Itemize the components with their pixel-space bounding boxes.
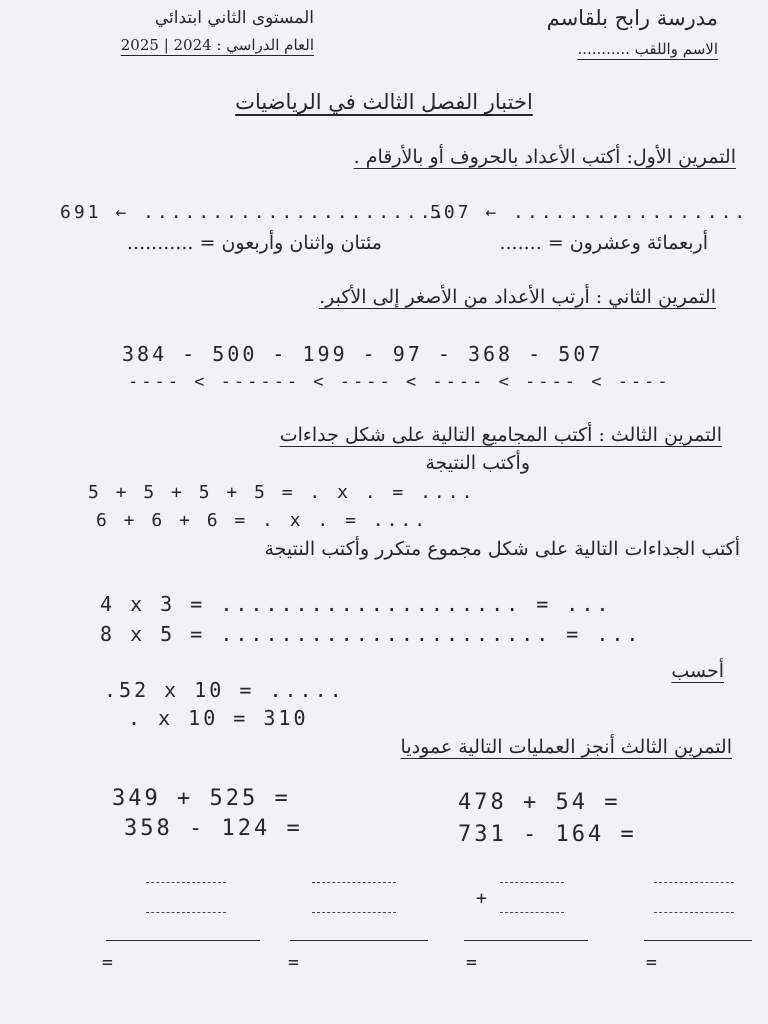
exercise-3-subtitle: أكتب الجداءات التالية على شكل مجموع متكرر وأكتب النتيجة (264, 538, 740, 560)
exercise-1-words-a: أربعمائة وعشرون = ....... (499, 232, 708, 254)
exercise-3-product-2: 8 x 5 = ...................... = ... (100, 622, 642, 646)
work-line-4 (644, 940, 752, 941)
exercise-2-answer-line: ---- < ------ < ---- < ---- < ---- < ---- (128, 372, 671, 392)
exercise-2-numbers: 384 - 500 - 199 - 97 - 368 - 507 (122, 342, 604, 366)
exercise-2-title: التمرين الثاني : أرتب الأعداد من الأصغر إلى الأكبر. (319, 286, 716, 308)
exercise-3-product-1: 4 x 3 = .................... = ... (100, 592, 612, 616)
work-line-1 (106, 940, 260, 941)
work-line-3 (464, 940, 588, 941)
operation-2: 358 - 124 = (124, 816, 303, 841)
operation-3: 478 + 54 = (458, 790, 621, 815)
exam-title: اختبار الفصل الثالث في الرياضيات (235, 90, 533, 114)
work-dash-4a (654, 882, 734, 883)
plus-sign: + (476, 888, 487, 909)
exercise-1-number-b: 691 ← ...................... (60, 202, 448, 223)
school-name: مدرسة رابح بلقاسم (546, 6, 718, 30)
work-dash-2a (312, 882, 396, 883)
work-dash-1b (146, 912, 226, 913)
work-dash-3a (500, 882, 564, 883)
work-dash-1a (146, 882, 226, 883)
exercise-3-sum-2: 6 + 6 + 6 = . x . = .... (96, 510, 429, 531)
grade-level: المستوى الثاني ابتدائي (154, 8, 314, 28)
equals-4: = (646, 952, 657, 973)
exercise-1-words-b: مئتان واثنان وأربعون = ........... (127, 232, 382, 254)
exercise-4-title: التمرين الثالث أنجز العمليات التالية عموديا (400, 736, 732, 758)
operation-4: 731 - 164 = (458, 822, 637, 847)
exercise-3-title: التمرين الثالث : أكتب المجاميع التالية على شكل جداءات (279, 424, 722, 446)
compute-item-2: . x 10 = 310 (128, 706, 309, 730)
operation-1: 349 + 525 = (112, 786, 291, 811)
equals-2: = (288, 952, 299, 973)
work-dash-2b (312, 912, 396, 913)
equals-3: = (466, 952, 477, 973)
exercise-1-number-a: 507 ← ................. (430, 202, 749, 223)
compute-item-1: .52 x 10 = ..... (104, 678, 345, 702)
exercise-1-title: التمرين الأول: أكتب الأعداد بالحروف أو بالأرقام . (353, 146, 736, 168)
compute-label: أحسب (671, 660, 724, 682)
work-dash-3b (500, 912, 564, 913)
work-line-2 (290, 940, 428, 941)
school-year: العام الدراسي : 2024 | 2025 (120, 36, 314, 54)
work-dash-4b (654, 912, 734, 913)
exercise-3-sum-1: 5 + 5 + 5 + 5 = . x . = .... (88, 482, 476, 503)
name-field: الاسم واللقب ........... (577, 40, 718, 58)
exercise-3-title-cont: وأكتب النتيجة (425, 452, 530, 474)
equals-1: = (102, 952, 113, 973)
